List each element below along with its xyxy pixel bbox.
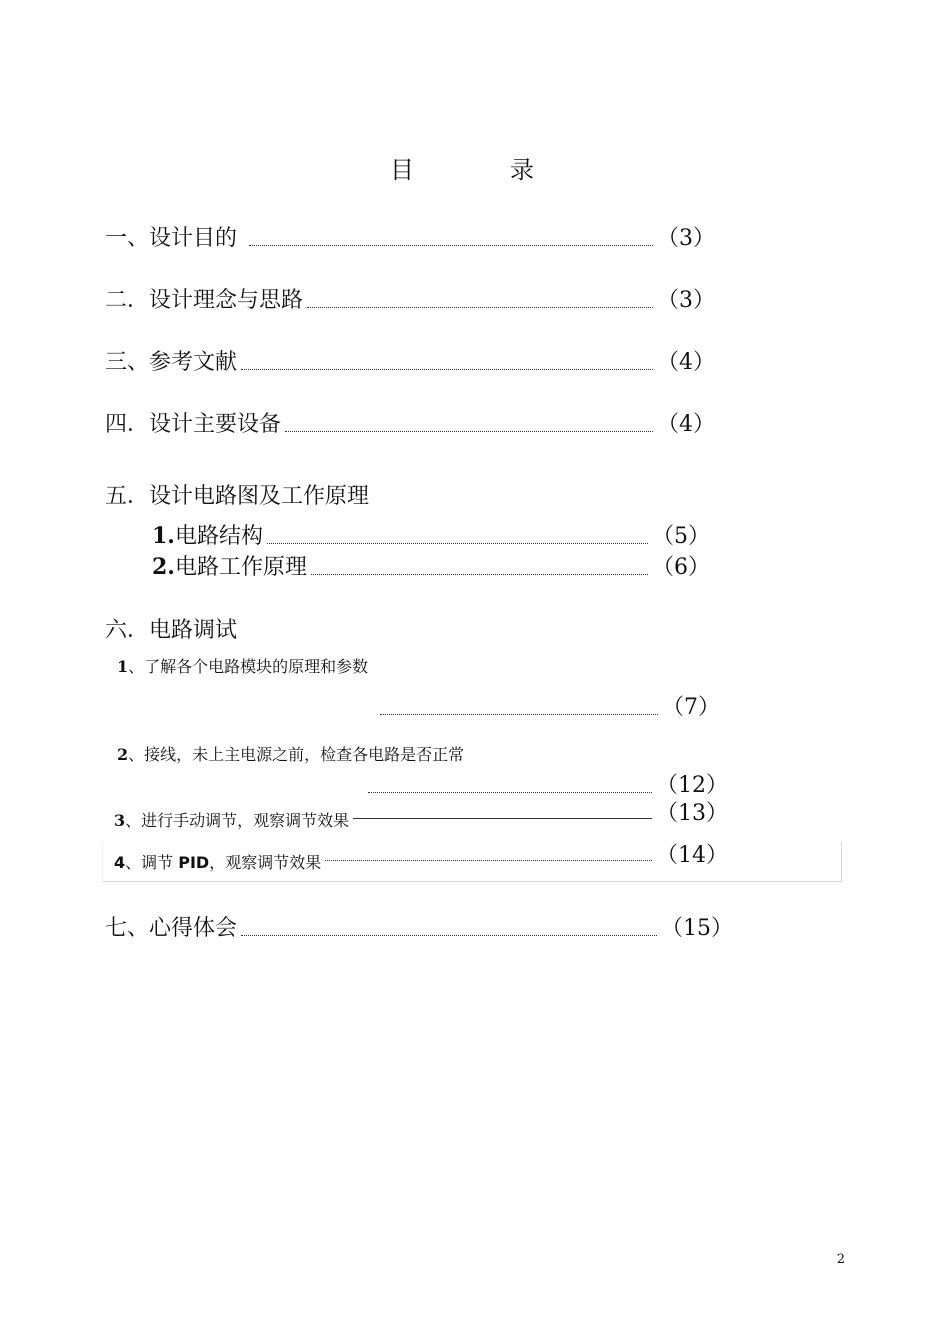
toc-entry-number: 1. — [152, 523, 175, 549]
toc-leader-dots — [285, 431, 653, 432]
toc-entry-5-2[interactable] — [152, 550, 710, 581]
toc-entry-text: 电路结构 — [174, 524, 263, 549]
toc-entry-label — [114, 808, 349, 831]
toc-entry-page: （3） — [657, 288, 715, 313]
toc-entry-5-1[interactable] — [152, 519, 710, 550]
toc-entry-number: 1 — [117, 657, 129, 676]
toc-entry-1[interactable] — [105, 221, 715, 252]
toc-entry-label — [114, 850, 321, 873]
toc-entry-number: 3 — [114, 811, 126, 830]
toc-entry-6-2-label[interactable] — [117, 742, 464, 765]
toc-entry-6-4[interactable] — [114, 842, 728, 873]
toc-entry-page: （13） — [656, 801, 728, 826]
toc-entry-text: 电路工作原理 — [174, 555, 307, 580]
toc-entry-2[interactable] — [105, 283, 715, 314]
toc-leader-dots — [353, 818, 652, 819]
toc-entry-text: 、接线，未上主电源之前，检查各电路是否正常 — [128, 745, 465, 764]
page-number: 2 — [836, 1252, 845, 1267]
toc-entry-page: （14） — [656, 843, 728, 868]
toc-entry-number: 2 — [117, 745, 129, 764]
toc-entry-page: （3） — [657, 226, 715, 251]
toc-leader-dots — [368, 792, 652, 793]
toc-entry-page: （6） — [652, 555, 710, 580]
toc-leader-dots — [241, 935, 657, 936]
toc-leader-dots — [380, 714, 658, 715]
toc-entry-page: （7） — [662, 695, 720, 720]
toc-entry-number: 2. — [152, 554, 175, 580]
toc-entry-page: （5） — [652, 524, 710, 549]
toc-section-6[interactable]: 六．电路调试 — [105, 618, 238, 643]
toc-leader-dots — [249, 245, 653, 246]
toc-leader-dots — [267, 543, 648, 544]
toc-entry-label: 七、心得体会 — [105, 916, 238, 941]
toc-section-5[interactable]: 五．设计电路图及工作原理 — [105, 484, 370, 509]
toc-entry-text-pre: 、调节 — [125, 853, 179, 872]
toc-entry-label — [152, 550, 307, 581]
toc-entry-label: 一、设计目的 — [105, 226, 238, 251]
toc-entry-3[interactable] — [105, 345, 715, 376]
toc-entry-6-1-label[interactable] — [117, 654, 368, 677]
toc-entry-text: 、进行手动调节，观察调节效果 — [125, 811, 350, 830]
toc-entry-text-bold: PID — [178, 853, 210, 872]
toc-entry-6-1-leader[interactable] — [380, 690, 720, 721]
toc-title: 目 录 — [390, 156, 570, 184]
toc-entry-page: （12） — [656, 773, 728, 798]
toc-entry-text: 、了解各个电路模块的原理和参数 — [128, 657, 369, 676]
toc-entry-7[interactable] — [105, 911, 733, 942]
toc-leader-dots — [307, 307, 653, 308]
toc-entry-6-3[interactable] — [114, 800, 728, 831]
toc-entry-text-post: ，观察调节效果 — [209, 853, 322, 872]
toc-entry-page: （15） — [661, 916, 733, 941]
toc-entry-label — [152, 519, 263, 550]
toc-leader-dots — [241, 369, 653, 370]
toc-entry-label: 二．设计理念与思路 — [105, 288, 304, 313]
toc-leader-dots — [325, 860, 652, 861]
toc-entry-label: 四．设计主要设备 — [105, 412, 282, 437]
toc-entry-4[interactable] — [105, 407, 715, 438]
toc-entry-number: 4 — [114, 853, 126, 872]
toc-entry-label: 三、参考文献 — [105, 350, 238, 375]
toc-entry-page: （4） — [657, 412, 715, 437]
toc-entry-page: （4） — [657, 350, 715, 375]
toc-entry-6-2-leader[interactable] — [368, 768, 728, 799]
toc-leader-dots — [311, 574, 648, 575]
